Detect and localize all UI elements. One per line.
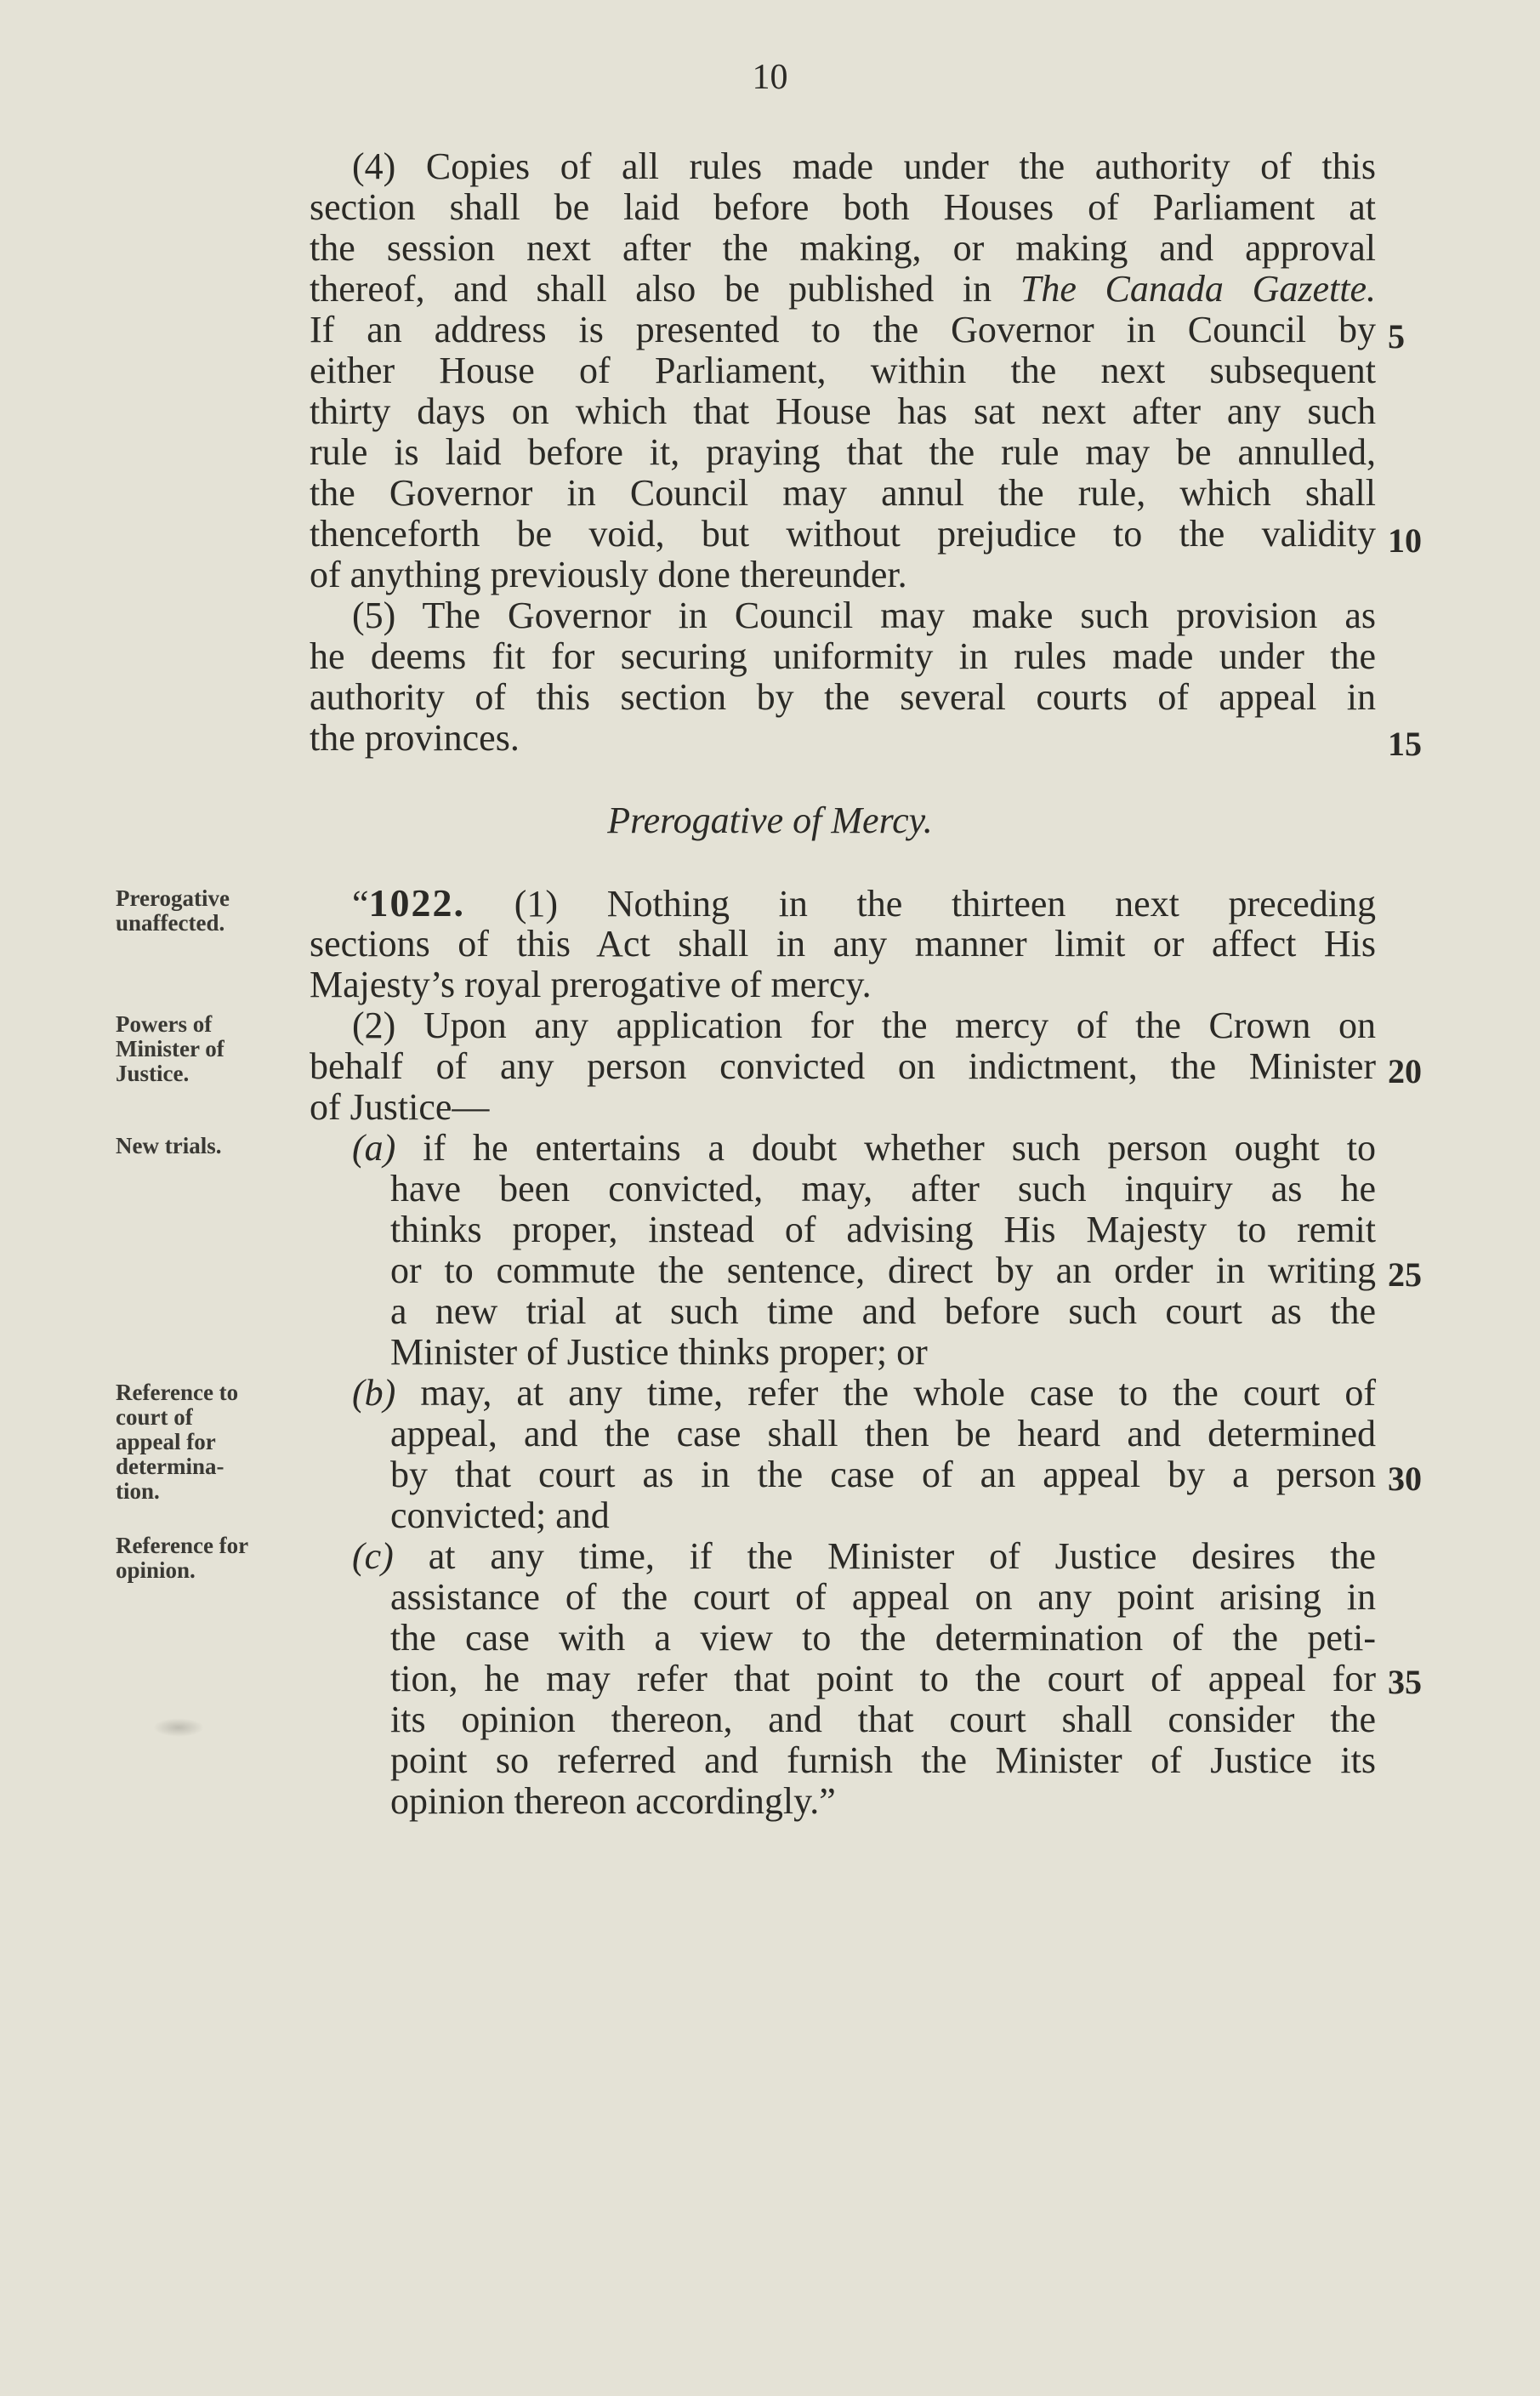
margin-note-line: Minister of: [116, 1036, 224, 1061]
margin-note-line: tion.: [116, 1478, 160, 1504]
text-line: [310, 883, 1376, 924]
margin-note-line: Powers of: [116, 1011, 213, 1037]
clause-label: (c): [352, 1535, 394, 1577]
publication-title: The Canada Gazette.: [1020, 268, 1376, 310]
text-line: thinks proper, instead of advising His Majesty to remit: [390, 1209, 1376, 1250]
margin-note-reference-court: [116, 1380, 294, 1504]
section-1022: [310, 883, 1376, 1822]
margin-note-new-trials: [116, 1134, 294, 1158]
text-line: by that court as in the case of an appeal by a person: [390, 1454, 1376, 1495]
text-line: Majesty’s royal prerogative of mercy.: [310, 964, 872, 1005]
text-line: opinion thereon accordingly.”: [390, 1780, 836, 1822]
clause-label: (b): [352, 1372, 396, 1414]
text-line: the provinces.: [310, 717, 520, 759]
clause-a-first-line: [310, 1128, 1376, 1169]
section-4-paragraph: [310, 146, 1376, 595]
text-line: sections of this Act shall in any manner limit or affect His: [310, 923, 1376, 965]
line-number-marker: 5: [1388, 317, 1405, 356]
text-line: either House of Parliament, within the next subsequent: [310, 350, 1376, 391]
text-line: thirty days on which that House has sat next after any such: [310, 390, 1376, 432]
text-line: thenceforth be void, but without prejudice to the validity: [310, 513, 1376, 555]
text-line: assistance of the court of appeal on any point arising in: [390, 1576, 1376, 1618]
margin-note-line: court of: [116, 1404, 193, 1430]
margin-note-line: Reference for: [116, 1533, 249, 1558]
text-segment: (1) Nothing in the thirteen next preceding: [465, 883, 1376, 925]
margin-note-prerogative: [116, 886, 294, 936]
line-number-marker: 30: [1388, 1460, 1422, 1498]
text-line: [310, 269, 1376, 310]
text-line: or to commute the sentence, direct by an order in writing: [390, 1249, 1376, 1291]
text-line: appeal, and the case shall then be heard and determined: [390, 1413, 1376, 1454]
text-segment: at any time, if the Minister of Justice desires the: [393, 1535, 1376, 1577]
text-line: a new trial at such time and before such court as the: [390, 1290, 1376, 1332]
text-line: the case with a view to the determination of the peti-: [390, 1617, 1376, 1659]
margin-note-line: Prerogative: [116, 885, 230, 911]
section-5-paragraph: [310, 595, 1376, 759]
line-number-marker: 35: [1388, 1663, 1422, 1701]
clause-b-first-line: [310, 1373, 1376, 1414]
text-line: rule is laid before it, praying that the rule may be annulled,: [310, 431, 1376, 473]
open-quote: “: [352, 883, 369, 925]
text-line: Minister of Justice thinks proper; or: [390, 1331, 928, 1373]
line-number-marker: 25: [1388, 1255, 1422, 1294]
margin-note-line: New trials.: [116, 1133, 222, 1158]
text-line: the Governor in Council may annul the rule, which shall: [310, 472, 1376, 514]
margin-note-line: Reference to: [116, 1380, 239, 1405]
margin-note-powers: [116, 1012, 294, 1086]
text-line: of Justice—: [310, 1086, 490, 1128]
text-line: of anything previously done thereunder.: [310, 554, 907, 595]
text-line: (2) Upon any application for the mercy of the Crown on: [352, 1004, 1376, 1046]
text-line: (5) The Governor in Council may make such provision as: [352, 595, 1376, 636]
section-heading: Prerogative of Mercy.: [607, 800, 933, 841]
margin-note-reference-opinion: [116, 1534, 294, 1583]
text-line: point so referred and furnish the Minister of Justice its: [390, 1739, 1376, 1781]
ink-smudge: [153, 1718, 204, 1737]
text-segment: thereof, and shall also be published in: [310, 268, 1020, 310]
margin-note-line: Justice.: [116, 1061, 190, 1086]
text-line: If an address is presented to the Governor in Council by: [310, 309, 1376, 350]
page-number: 10: [752, 58, 788, 97]
clause-label: (a): [352, 1127, 396, 1169]
text-line: behalf of any person convicted on indictment, the Minister: [310, 1045, 1376, 1087]
line-number-marker: 15: [1388, 725, 1422, 763]
margin-note-line: opinion.: [116, 1557, 196, 1583]
text-line: have been convicted, may, after such inquiry as he: [390, 1168, 1376, 1209]
margin-note-line: determina-: [116, 1454, 224, 1479]
line-number-marker: 20: [1388, 1052, 1422, 1090]
section-number: 1022.: [368, 881, 466, 925]
text-line: authority of this section by the several courts of appeal in: [310, 676, 1376, 718]
text-line: he deems fit for securing uniformity in rules made under the: [310, 635, 1376, 677]
text-line: tion, he may refer that point to the court of appeal for: [390, 1658, 1376, 1699]
line-number-marker: 10: [1388, 521, 1422, 560]
text-line: convicted; and: [390, 1494, 610, 1536]
text-segment: may, at any time, refer the whole case to the court of: [395, 1372, 1376, 1414]
margin-note-line: appeal for: [116, 1429, 216, 1454]
clause-c-first-line: [310, 1536, 1376, 1577]
text-line: the session next after the making, or making and approval: [310, 227, 1376, 269]
text-line: section shall be laid before both Houses of Parliament at: [310, 186, 1376, 228]
text-segment: if he entertains a doubt whether such person ought to: [395, 1127, 1376, 1169]
margin-note-line: unaffected.: [116, 910, 225, 936]
text-line: (4) Copies of all rules made under the authority of this: [352, 145, 1376, 187]
text-line: its opinion thereon, and that court shall consider the: [390, 1699, 1376, 1740]
